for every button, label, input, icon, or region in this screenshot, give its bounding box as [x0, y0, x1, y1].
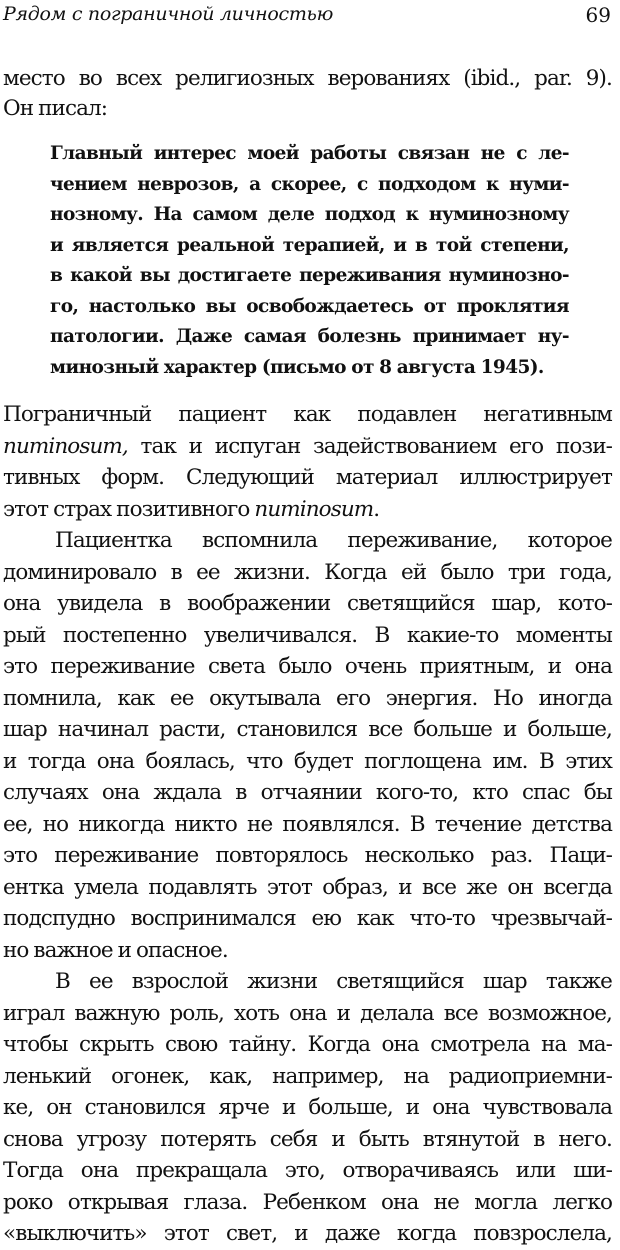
quote-line: чением неврозов, а скорее, с подходом к нуми- [50, 173, 569, 195]
text-line: ентка умела подавлять этот образ, и все же он всегда [3, 874, 612, 900]
text-line: чтобы скрыть свою тайну. Когда она смотрела на ма- [3, 1032, 612, 1057]
text-line: тивных форм. Следующий материал иллюстрирует [3, 465, 612, 490]
paragraph-glowing-ball [3, 525, 612, 966]
quote-line: и является реальной терапией, и в той степени, [50, 234, 569, 256]
text-fragment: так и испуган задействованием его пози- [127, 433, 612, 459]
text-fragment: этот страх позитивного [3, 496, 255, 522]
text-line: ее, но никогда никто не появлялся. В течение детства [3, 811, 612, 837]
text-line: Он писал: [3, 95, 108, 121]
quote-line: Главный интерес моей работы связан не с ле- [50, 143, 569, 164]
text-line: ке, он становился ярче и больше, и она чувствовала [3, 1095, 612, 1120]
text-line: «выключить» этот свет, и даже когда повзрослела, [3, 1221, 612, 1246]
quote-line: нозному. На самом деле подход к нуминозному [50, 204, 569, 225]
text-line: играл важную роль, хоть она и делала все возможное, [3, 1000, 612, 1026]
text-line: случаях она ждала в отчаянии кого-то, кто спас бы [3, 780, 612, 805]
paragraph-borderline-patient [3, 399, 612, 525]
text-line: подспудно воспринимался ею как что-то чрезвычай- [3, 906, 612, 931]
text-line: рый постепенно увеличивался. В какие-то моменты [3, 622, 612, 648]
text-line [3, 494, 612, 526]
quote-line: го, настолько вы освобождаетесь от проклятия [50, 295, 569, 317]
running-head: Рядом с пограничной личностью [3, 3, 334, 25]
text-line [3, 431, 612, 463]
text-line: Тогда она прекращала это, отворачиваясь или ши- [3, 1158, 612, 1183]
block-quote [50, 139, 569, 383]
quote-line: патологии. Даже самая болезнь принимает ну- [50, 326, 569, 347]
quote-line: в какой вы достигаете переживания нуминозно- [50, 265, 569, 286]
italic-term: numinosum [254, 496, 374, 522]
paragraph-adult-life [3, 966, 612, 1250]
text-line: помнила, как ее окутывала его энергия. Но иногда [3, 685, 612, 711]
quote-line: минозный характер (письмо от 8 августа 1945). [50, 356, 544, 378]
text-line: Пограничный пациент как подавлен негативным [3, 402, 612, 427]
text-line: роко открывая глаза. Ребенком она не могла легко [3, 1189, 612, 1215]
text-line: Пациентка вспомнила переживание, которое [55, 528, 612, 553]
text-line: она увидела в воображении светящийся шар, кото- [3, 591, 612, 616]
text-line: но важное и опасное. [3, 937, 228, 963]
text-line: снова угрозу потерять себя и быть втянутой в него. [3, 1126, 612, 1152]
text-line: доминировало в ее жизни. Когда ей было три года, [3, 559, 612, 585]
lead-paragraph [3, 64, 612, 123]
text-fragment: . [373, 496, 380, 522]
italic-term: numinosum, [3, 433, 128, 459]
text-line: ленький огонек, как, например, на радиоприемни- [3, 1063, 612, 1089]
text-line: это переживание повторялось несколько раз. Паци- [3, 843, 612, 868]
text-line: В ее взрослой жизни светящийся шар также [55, 969, 612, 994]
text-line: шар начинал расти, становился все больше и больше, [3, 717, 612, 742]
page-body [3, 64, 612, 1250]
text-line: место во всех религиозных верованиях (ibid., par. 9). [3, 66, 612, 91]
page-header [3, 3, 615, 33]
page-number: 69 [585, 3, 611, 27]
text-line: это переживание света было очень приятным, и она [3, 654, 612, 679]
text-line: и тогда она боялась, что будет поглощена им. В этих [3, 748, 612, 774]
